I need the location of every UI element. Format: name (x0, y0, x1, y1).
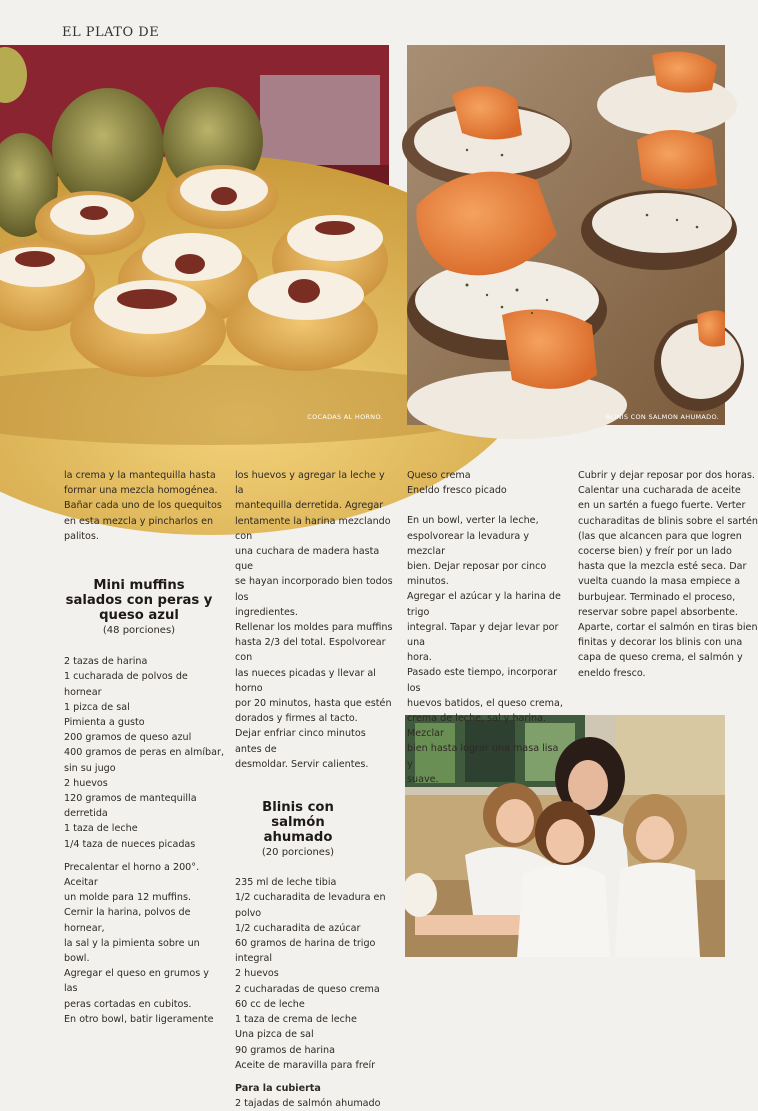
text-line: desmoldar. Servir calientes. (235, 758, 369, 770)
ingredient-item: 2 tazas de harina (64, 656, 148, 668)
text-line: hasta que la mezcla esté seca. Dar (578, 561, 747, 573)
text-line: crema de leche, sal y harina. Mezclar (407, 713, 547, 740)
ingredient-list-muffins (64, 654, 224, 852)
text-line: integral. Tapar y dejar levar por una (407, 621, 559, 649)
text-line: espolvorear la levadura y mezclar (407, 530, 530, 557)
ingredient-list-blinis-cont (407, 468, 567, 498)
ingredient-item: 235 ml de leche tibia (235, 877, 337, 889)
ingredient-item: 1 pizca de sal (64, 701, 130, 713)
ingredient-item: 2 tajadas de salmón ahumado (235, 1098, 381, 1110)
ingredient-item: 1 cucharada de polvos de hornear (64, 671, 188, 698)
text-line: Cubrir y dejar reposar por dos horas. (578, 470, 755, 481)
photo-caption: BLINIS CON SALMON AHUMADO. (605, 413, 719, 421)
instructions-muffins (64, 860, 224, 1027)
text-line: formar una mezcla homogénea. (64, 485, 218, 497)
text-line: Pasado este tiempo, incorporar los (407, 667, 558, 694)
portions-muffins: (48 porciones) (102, 625, 176, 637)
text-line: En otro bowl, batir ligeramente (64, 1013, 214, 1025)
text-line: minutos. (407, 576, 449, 588)
photo-caption: COCADAS AL HORNO. (307, 413, 383, 421)
text-line: cocerse bien) y freír por un lado (578, 546, 732, 558)
ingredient-item: 1 taza de leche (64, 823, 138, 835)
ingredient-item: 200 gramos de queso azul (64, 732, 192, 744)
ingredient-item: Una pizca de sal (235, 1029, 314, 1041)
text-line: Agregar el queso en grumos y las (64, 968, 209, 995)
text-line: reservar sobre papel absorbente. (578, 606, 738, 618)
blinis-photo (407, 45, 725, 425)
text-line: Precalentar el horno a 200°. Aceitar (64, 861, 200, 889)
text-line: dorados y firmes al tacto. (235, 713, 358, 725)
text-line: una cuchara de madera hasta que (235, 546, 380, 573)
text-line: se hayan incorporado bien todos los (235, 576, 393, 603)
text-line: huevos batidos, el queso crema, (407, 697, 563, 709)
text-line: cucharaditas de blinis sobre el sartén (578, 515, 758, 527)
text-line: bien. Dejar reposar por cinco (407, 561, 547, 573)
text-line: hasta 2/3 del total. Espolvorear con (235, 637, 386, 664)
text-line: Agregar el azúcar y la harina de trigo (407, 591, 561, 618)
text-line: la sal y la pimienta sobre un bowl. (64, 937, 200, 965)
text-line: la crema y la mantequilla hasta (64, 470, 216, 481)
intro-text (64, 468, 224, 544)
instructions-blinis-cont (578, 468, 758, 681)
ingredient-item: 400 gramos de peras en almíbar, (64, 747, 224, 759)
text-line: Calentar una cucharada de aceite (578, 485, 741, 497)
text-line: En un bowl, verter la leche, (407, 515, 539, 527)
text-line: los huevos y agregar la leche y la (235, 470, 385, 497)
ingredient-item: 2 huevos (64, 777, 108, 789)
text-line: Dejar enfriar cinco minutos antes de (235, 728, 366, 755)
text-line: las nueces picadas y llevar al horno (235, 667, 376, 694)
ingredient-item: Eneldo fresco picado (407, 485, 507, 497)
recipe-title-muffins: Mini muffins salados con peras y queso azul (65, 578, 213, 624)
ingredient-item: Queso crema (407, 470, 471, 481)
ingredient-item: 2 huevos (235, 968, 279, 980)
text-line: Rellenar los moldes para muffins (235, 622, 393, 634)
instructions-blinis (407, 513, 567, 787)
text-line: capa de queso crema, el salmón y (578, 652, 743, 664)
cocadas-photo (0, 45, 389, 425)
ingredient-item: derretida (64, 808, 108, 820)
ingredient-item: 60 gramos de harina de trigo integral (235, 938, 376, 965)
text-line: un molde para 12 muffins. (64, 892, 192, 904)
text-line: palitos. (64, 530, 99, 542)
text-line: bien hasta lograr una masa lisa y (407, 743, 559, 770)
topping-list (235, 1096, 395, 1111)
text-line: Bañar cada uno de los quequitos (64, 500, 222, 512)
section-header: EL PLATO DE (62, 25, 160, 40)
text-line: hora. (407, 652, 432, 664)
text-line: en un sartén a fuego fuerte. Verter (578, 500, 746, 512)
text-column-3 (407, 468, 567, 787)
text-line: Aparte, cortar el salmón en tiras bien (578, 622, 758, 634)
text-line: finitas y decorar los blinis con una (578, 637, 743, 649)
text-line: burbujear. Terminado el proceso, (578, 591, 736, 603)
text-column-2 (235, 468, 395, 1111)
recipe-title-blinis: Blinis con salmón ahumado (262, 800, 334, 846)
text-line: eneldo fresco. (578, 667, 646, 679)
topping-heading: Para la cubierta (235, 1082, 321, 1094)
portions-blinis: (20 porciones) (261, 847, 335, 859)
text-line: mantequilla derretida. Agregar (235, 500, 384, 512)
text-column-1 (64, 468, 224, 1027)
text-line: suave. (407, 773, 439, 785)
ingredient-item: 120 gramos de mantequilla (64, 793, 197, 805)
ingredient-item: 1/2 cucharadita de levadura en polvo (235, 892, 386, 919)
text-line: (las que alcancen para que logren (578, 530, 742, 542)
ingredient-item: Aceite de maravilla para freír (235, 1059, 376, 1071)
ingredient-item: 1/2 cucharadita de azúcar (235, 922, 361, 934)
text-column-4 (578, 468, 758, 681)
text-line: por 20 minutos, hasta que estén (235, 698, 392, 710)
ingredient-item: Pimienta a gusto (64, 717, 145, 729)
ingredient-item: 60 cc de leche (235, 998, 305, 1010)
instructions-muffins-cont (235, 468, 395, 772)
text-line: lentamente la harina mezclando con (235, 515, 391, 542)
text-line: en esta mezcla y pincharlos en (64, 515, 214, 527)
text-line: peras cortadas en cubitos. (64, 998, 192, 1010)
ingredient-item: 2 cucharadas de queso crema (235, 983, 380, 995)
ingredient-item: 1/4 taza de nueces picadas (64, 838, 196, 850)
text-line: ingredientes. (235, 606, 298, 618)
ingredient-item: sin su jugo (64, 762, 116, 774)
ingredient-item: 1 taza de crema de leche (235, 1014, 357, 1026)
text-line: vuelta cuando la masa empiece a (578, 576, 741, 588)
ingredient-item: 90 gramos de harina (235, 1044, 336, 1056)
text-line: Cernir la harina, polvos de hornear, (64, 907, 191, 934)
ingredient-list-blinis (235, 875, 395, 1073)
